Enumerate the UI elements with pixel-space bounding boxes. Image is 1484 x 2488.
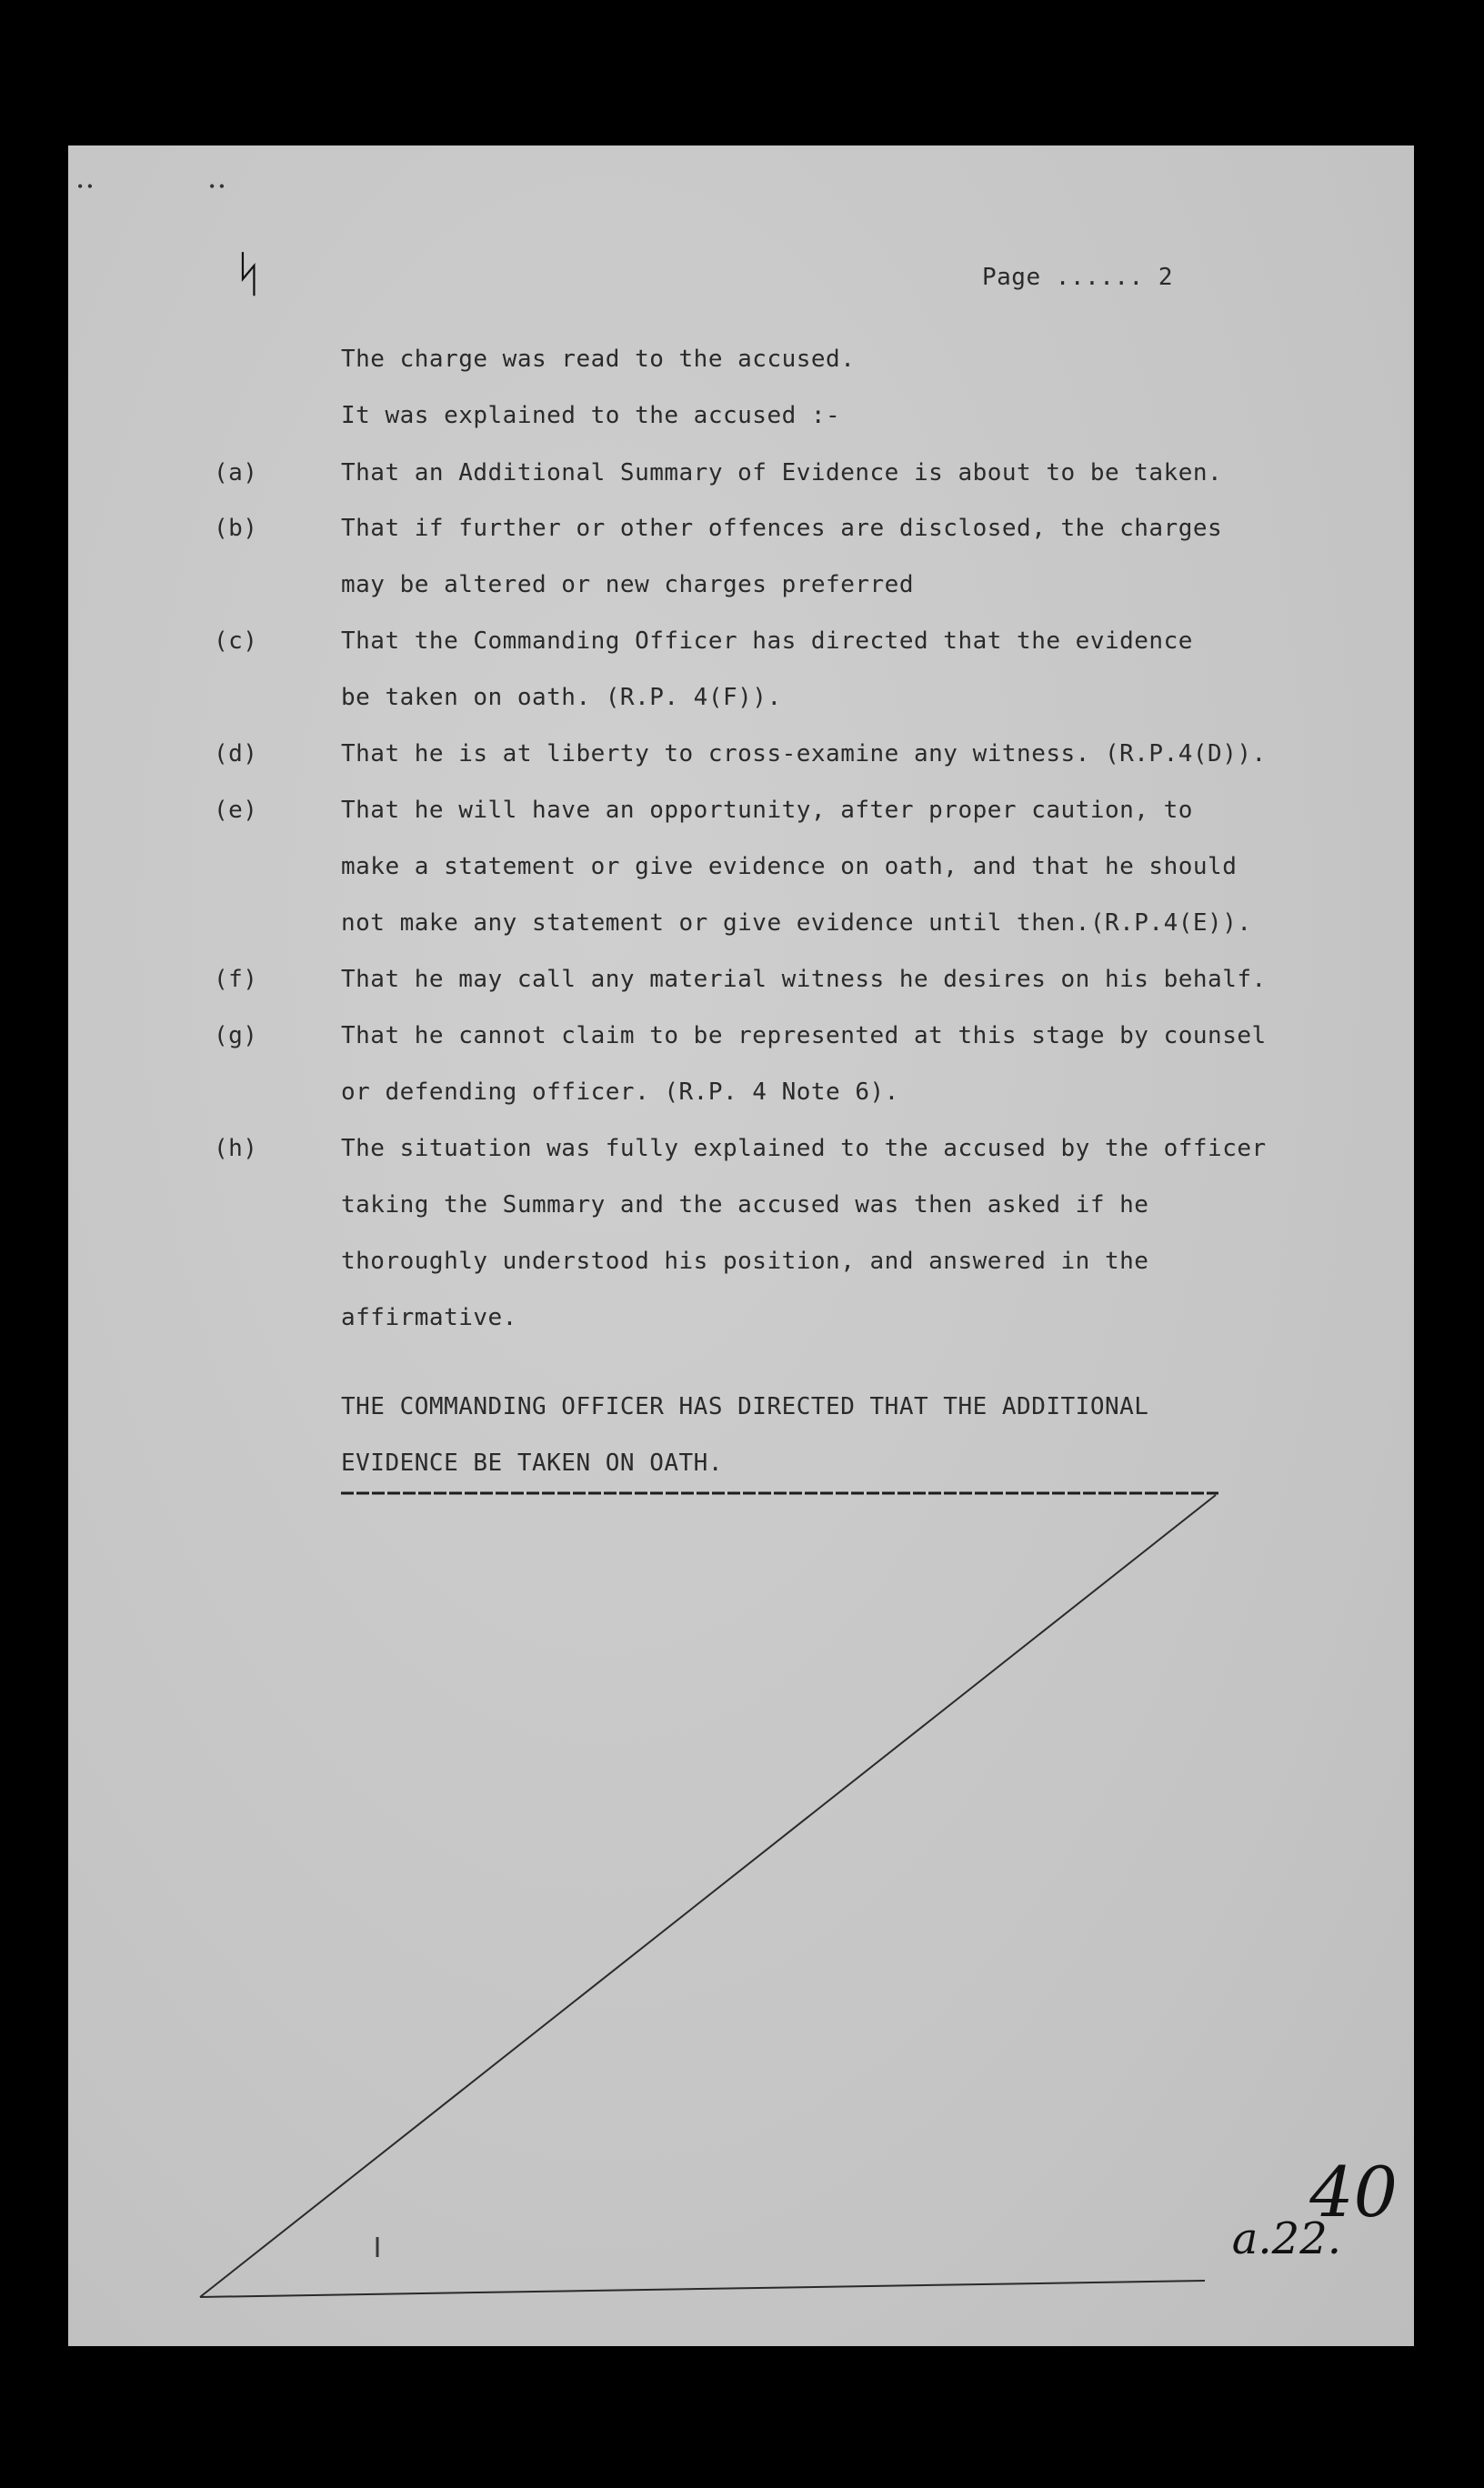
item-label: (g)	[214, 1022, 258, 1049]
handwritten-folio: 40	[1309, 2152, 1398, 2232]
item-label: (a)	[214, 459, 258, 487]
item-line: That he cannot claim to be represented at this stage by counsel	[341, 1022, 1267, 1049]
item-line: That he is at liberty to cross-examine any witness. (R.P.4(D)).	[341, 740, 1267, 767]
document-page	[68, 145, 1414, 2346]
item-line: That if further or other offences are disclosed, the charges	[341, 515, 1223, 542]
item-label: (f)	[214, 966, 258, 993]
handwritten-corner-mark: ᛋ	[234, 246, 264, 303]
item-line: not make any statement or give evidence until then.(R.P.4(E)).	[341, 909, 1252, 937]
cancellation-lines	[68, 145, 1414, 2346]
directive-line: EVIDENCE BE TAKEN ON OATH.	[341, 1450, 723, 1477]
item-line: That he will have an opportunity, after proper caution, to	[341, 797, 1193, 824]
intro-line: The charge was read to the accused.	[341, 346, 856, 373]
item-line: The situation was fully explained to the accused by the officer	[341, 1135, 1267, 1162]
item-line: make a statement or give evidence on oath, and that he should	[341, 853, 1238, 880]
intro-line: It was explained to the accused :-	[341, 402, 841, 429]
item-label: (e)	[214, 797, 258, 824]
item-line: taking the Summary and the accused was then asked if he	[341, 1191, 1149, 1219]
item-line: That he may call any material witness he desires on his behalf.	[341, 966, 1267, 993]
margin-dots: • •	[209, 177, 226, 196]
item-line: That an Additional Summary of Evidence is about to be taken.	[341, 459, 1223, 487]
page-number: Page ...... 2	[982, 264, 1173, 291]
bottom-strike-line	[200, 2281, 1205, 2297]
item-line: may be altered or new charges preferred	[341, 571, 914, 598]
item-line: thoroughly understood his position, and answered in the	[341, 1248, 1149, 1275]
item-label: (c)	[214, 627, 258, 655]
item-line: or defending officer. (R.P. 4 Note 6).	[341, 1078, 899, 1106]
margin-dots: • •	[77, 177, 94, 196]
item-label: (b)	[214, 515, 258, 542]
item-line: That the Commanding Officer has directed that the evidence	[341, 627, 1193, 655]
directive-line: THE COMMANDING OFFICER HAS DIRECTED THAT THE ADDITIONAL	[341, 1393, 1149, 1420]
handwritten-reference: a.22.	[1231, 2213, 1341, 2264]
item-line: affirmative.	[341, 1304, 517, 1331]
item-line: be taken on oath. (R.P. 4(F)).	[341, 684, 782, 711]
item-label: (d)	[214, 740, 258, 767]
diagonal-strike-line	[200, 1495, 1216, 2297]
item-label: (h)	[214, 1135, 258, 1162]
